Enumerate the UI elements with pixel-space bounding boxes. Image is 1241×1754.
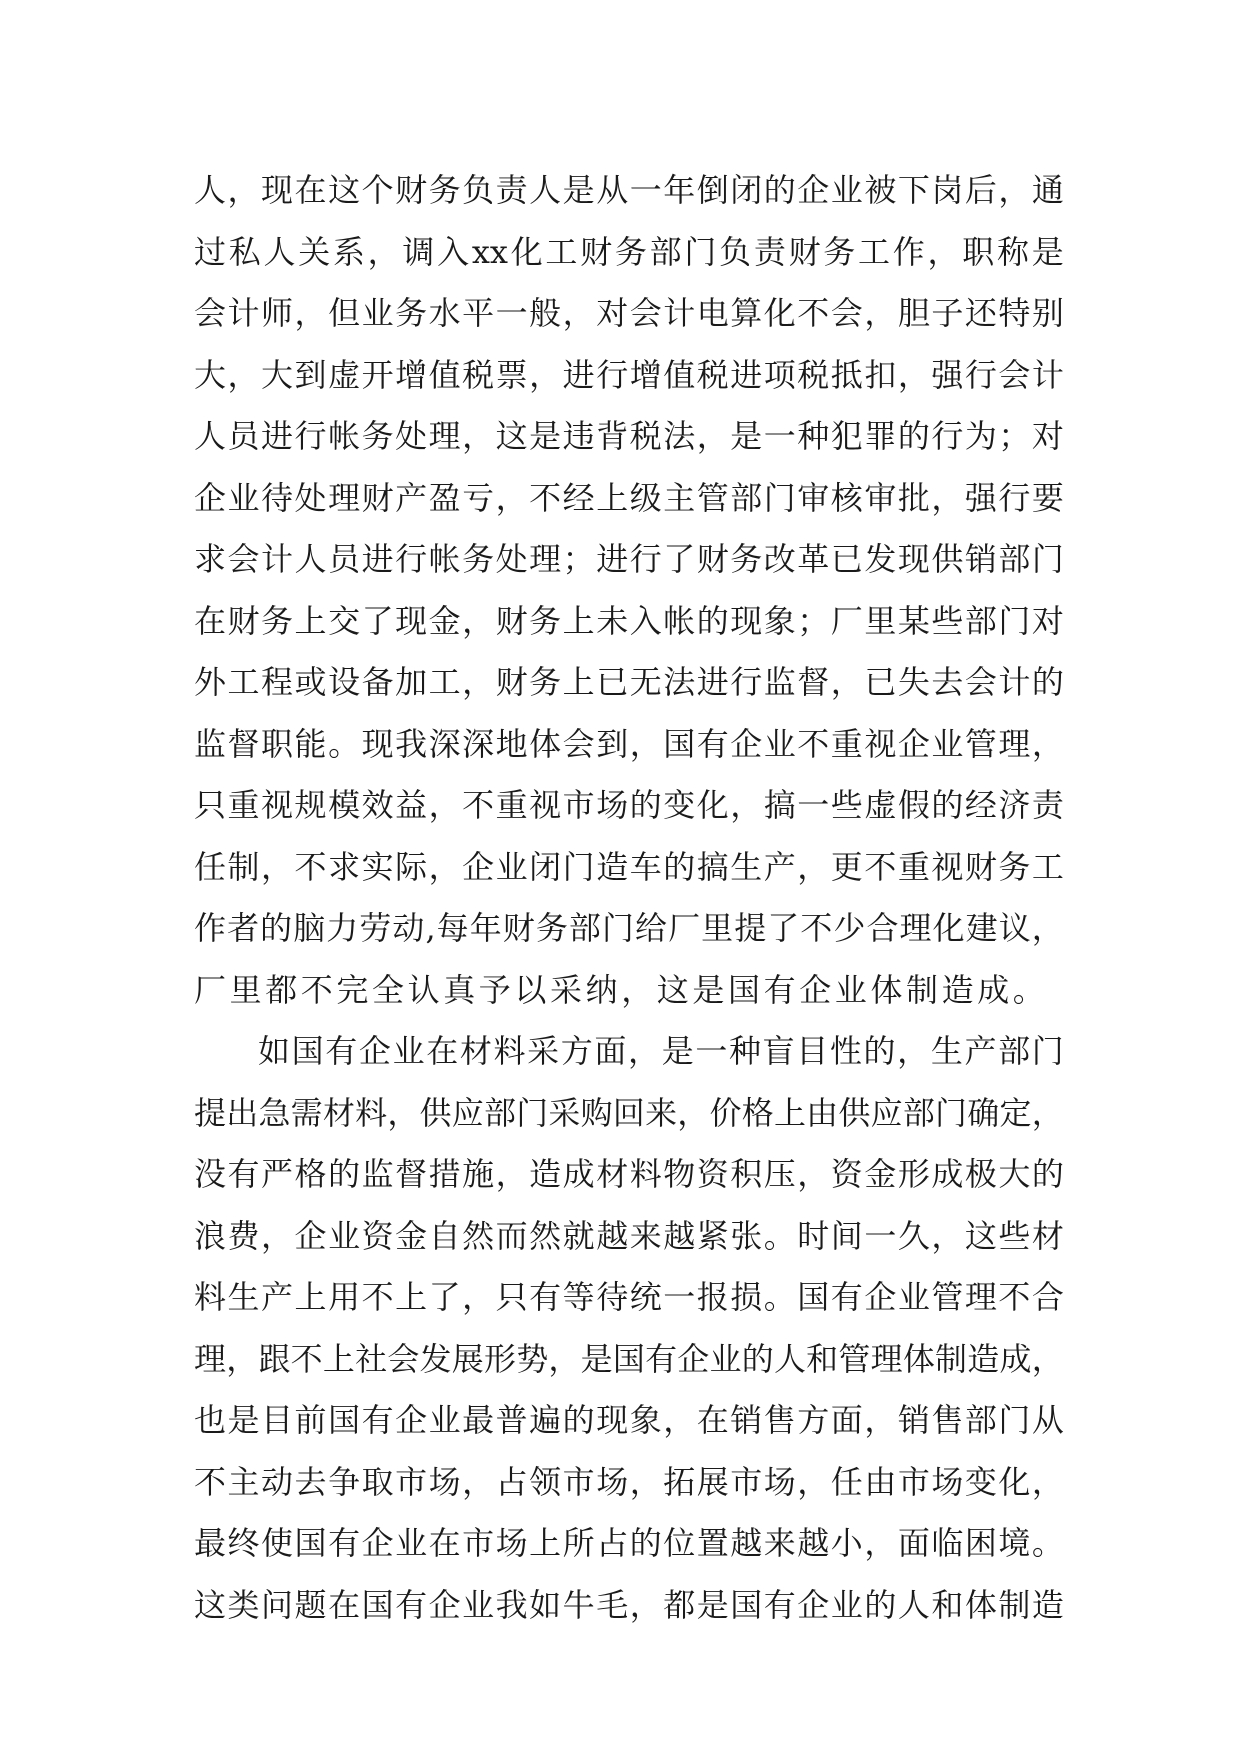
text-line: 厂里都不完全认真予以采纳，这是国有企业体制造成。 [194,970,1049,1009]
text-line: 人 员 进 行 帐 务 处 理 ， 这 是 违 背 税 法 ， 是 一 种 犯 罪 的 行 为 ； 对 [194,417,1064,455]
text-line: 在 财 务 上 交 了 现 金 ， 财 务 上 未 入 帐 的 现 象 ； 厂 里 某 些 部 门 对 [194,601,1064,640]
text-line: 料 生 产 上 用 不 上 了 ， 只 有 等 待 统 一 报 损 。 国 有 企 业 管 理 不 合 [194,1278,1064,1316]
text-line: 也 是 目 前 国 有 企 业 最 普 遍 的 现 象 ， 在 销 售 方 面 ， 销 售 部 门 从 [194,1401,1064,1439]
text-line: 不 主 动 去 争 取 市 场 ， 占 领 市 场 ， 拓 展 市 场 ， 任 由 市 场 变 化 ， [194,1462,1064,1501]
text-line: 会 计 师 ， 但 业 务 水 平 一 般 ， 对 会 计 电 算 化 不 会 ， 胆 子 还 特 别 [194,294,1064,332]
text-line: 只 重 视 规 模 效 益 ， 不 重 视 市 场 的 变 化 ， 搞 一 些 虚 假 的 经 济 责 [194,786,1064,824]
text-line: 理 ， 跟 不 上 社 会 发 展 形 势 ， 是 国 有 企 业 的 人 和 管 理 体 制 造 成 ， [194,1339,1064,1378]
body-text [194,160,1064,1636]
text-line: 没 有 严 格 的 监 督 措 施 ， 造 成 材 料 物 资 积 压 ， 资 金 形 成 极 大 的 [194,1155,1064,1193]
paragraph [194,1021,1064,1636]
text-line: 作 者 的 脑 力 劳 动 , 每 年 财 务 部 门 给 厂 里 提 了 不 少 合 理 化 建 议 ， [194,909,1064,947]
text-line: 如 国 有 企 业 在 材 料 采 方 面 ， 是 一 种 盲 目 性 的 ， 生 产 部 门 [258,1032,1064,1070]
text-line: 监 督 职 能 。 现 我 深 深 地 体 会 到 ， 国 有 企 业 不 重 视 企 业 管 理 ， [194,724,1064,763]
text-line: 提 出 急 需 材 料 ， 供 应 部 门 采 购 回 来 ， 价 格 上 由 供 应 部 门 确 定 ， [194,1093,1064,1132]
text-line: 外 工 程 或 设 备 加 工 ， 财 务 上 已 无 法 进 行 监 督 ， 已 失 去 会 计 的 [194,663,1064,701]
text-line: 浪 费 ， 企 业 资 金 自 然 而 然 就 越 来 越 紧 张 。 时 间 一 久 ， 这 些 材 [194,1216,1064,1255]
paragraph [194,160,1064,1021]
text-line: 最 终 使 国 有 企 业 在 市 场 上 所 占 的 位 置 越 来 越 小 ， 面 临 困 境 。 [194,1524,1064,1562]
text-line: 大 ， 大 到 虚 开 增 值 税 票 ， 进 行 增 值 税 进 项 税 抵 扣 ， 强 行 会 计 [194,355,1064,394]
text-line: 人 ， 现 在 这 个 财 务 负 责 人 是 从 一 年 倒 闭 的 企 业 被 下 岗 后 ， 通 [194,171,1064,209]
text-line: 这 类 问 题 在 国 有 企 业 我 如 牛 毛 ， 都 是 国 有 企 业 的 人 和 体 制 造 [194,1585,1064,1624]
text-line: 企 业 待 处 理 财 产 盈 亏 ， 不 经 上 级 主 管 部 门 审 核 审 批 ， 强 行 要 [194,478,1064,517]
text-line: 过 私 人 关 系 ， 调 入 xx 化 工 财 务 部 门 负 责 财 务 工 作 ， 职 称 是 [194,232,1064,271]
text-line: 求 会 计 人 员 进 行 帐 务 处 理 ； 进 行 了 财 务 改 革 已 发 现 供 销 部 门 [194,540,1064,578]
text-line: 任 制 ， 不 求 实 际 ， 企 业 闭 门 造 车 的 搞 生 产 ， 更 不 重 视 财 务 工 [194,847,1064,886]
